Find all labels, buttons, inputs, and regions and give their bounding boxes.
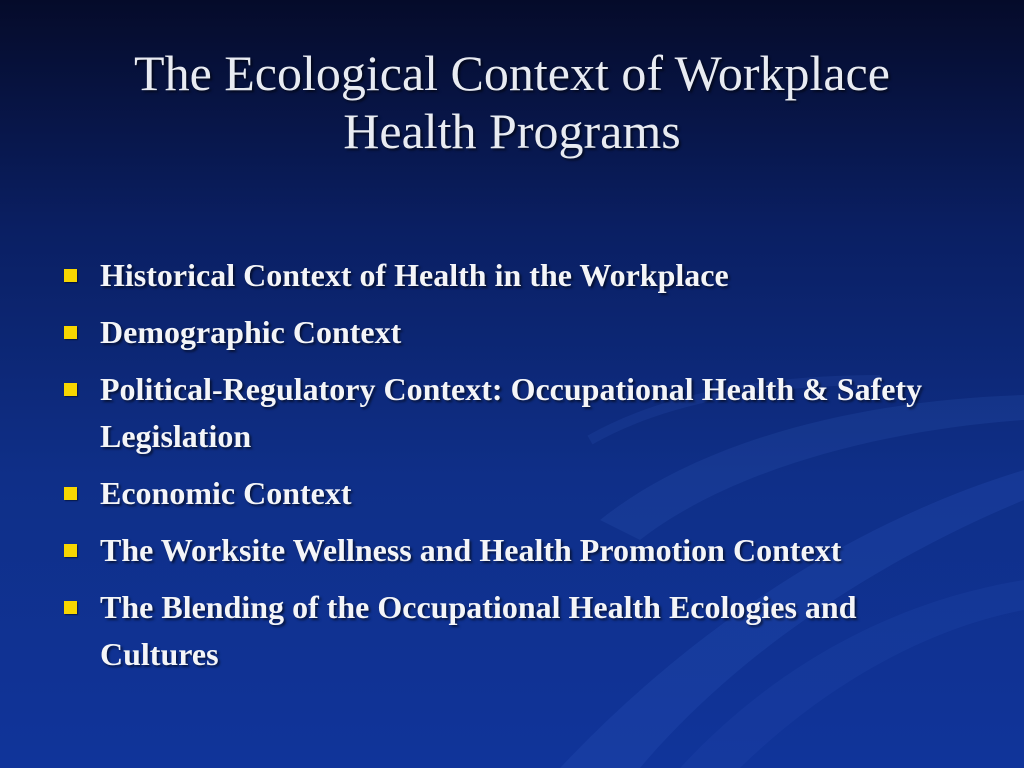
bullet-text: Economic Context bbox=[100, 475, 352, 511]
square-bullet-icon bbox=[64, 383, 77, 396]
bullet-item bbox=[62, 527, 972, 574]
bullet-item bbox=[62, 584, 972, 678]
slide-title bbox=[40, 44, 984, 160]
bullet-text: Historical Context of Health in the Workplace bbox=[100, 257, 729, 293]
square-bullet-icon bbox=[64, 326, 77, 339]
bullet-text: Political-Regulatory Context: Occupational Health & Safety Legislation bbox=[100, 371, 923, 454]
bullet-item bbox=[62, 252, 972, 299]
square-bullet-icon bbox=[64, 487, 77, 500]
bullet-list bbox=[62, 252, 972, 688]
bullet-text: The Blending of the Occupational Health Ecologies and Cultures bbox=[100, 589, 857, 672]
square-bullet-icon bbox=[64, 544, 77, 557]
bullet-text: The Worksite Wellness and Health Promotion Context bbox=[100, 532, 842, 568]
square-bullet-icon bbox=[64, 269, 77, 282]
bullet-item bbox=[62, 309, 972, 356]
slide-title-line-1: The Ecological Context of Workplace bbox=[134, 45, 890, 101]
bullet-item bbox=[62, 366, 972, 460]
bullet-text: Demographic Context bbox=[100, 314, 402, 350]
slide-title-line-2: Health Programs bbox=[343, 103, 681, 159]
bullet-item bbox=[62, 470, 972, 517]
square-bullet-icon bbox=[64, 601, 77, 614]
